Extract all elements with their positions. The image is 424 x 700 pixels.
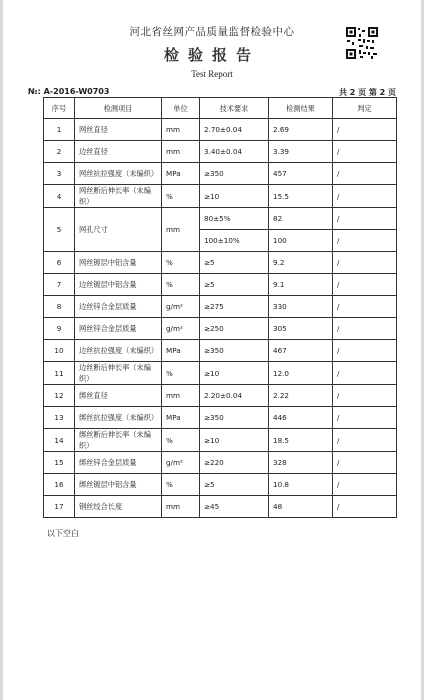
report-title: 检验报告 (163, 46, 260, 64)
cell-result: 15.5 (269, 185, 333, 208)
cell-result: 12.0 (269, 362, 333, 385)
cell-requirement: 100±10% (200, 230, 269, 252)
cell-result: 100 (269, 230, 333, 252)
cell-requirement: ≥10 (200, 429, 269, 452)
cell-requirement: ≥350 (200, 407, 269, 429)
cell-verdict: / (333, 318, 397, 340)
cell-verdict: / (333, 362, 397, 385)
cell-unit: mm (162, 208, 200, 252)
cell-unit: g/m² (162, 296, 200, 318)
header-unit: 单位 (162, 98, 200, 119)
table-row (44, 119, 397, 141)
cell-requirement: 3.40±0.04 (200, 141, 269, 163)
table-row (44, 340, 397, 362)
cell-no: 3 (44, 163, 75, 185)
table-row (44, 474, 397, 496)
cell-unit: g/m² (162, 318, 200, 340)
cell-unit: mm (162, 496, 200, 518)
cell-no: 14 (44, 429, 75, 452)
cell-item: 绑丝直径 (75, 385, 162, 407)
cell-requirement: 2.20±0.04 (200, 385, 269, 407)
cell-verdict: / (333, 274, 397, 296)
cell-item: 边丝直径 (75, 141, 162, 163)
cell-no: 2 (44, 141, 75, 163)
cell-requirement: 80±5% (200, 208, 269, 230)
cell-result: 328 (269, 452, 333, 474)
header-requirement: 技术要求 (200, 98, 269, 119)
cell-verdict: / (333, 340, 397, 362)
table-row (44, 385, 397, 407)
cell-no: 1 (44, 119, 75, 141)
organization-name: 河北省丝网产品质量监督检验中心 (129, 26, 295, 38)
cell-result: 82 (269, 208, 333, 230)
cell-verdict: / (333, 385, 397, 407)
cell-item: 钢丝绞合长度 (75, 496, 162, 518)
cell-result: 3.39 (269, 141, 333, 163)
cell-unit: mm (162, 141, 200, 163)
cell-no: 11 (44, 362, 75, 385)
cell-unit: MPa (162, 340, 200, 362)
table-row (44, 208, 397, 230)
cell-result: 446 (269, 407, 333, 429)
cell-item: 网丝镀层中铝含量 (75, 252, 162, 274)
cell-unit: MPa (162, 407, 200, 429)
cell-no: 9 (44, 318, 75, 340)
cell-requirement: ≥10 (200, 185, 269, 208)
cell-result: 48 (269, 496, 333, 518)
cell-verdict: / (333, 119, 397, 141)
cell-result: 305 (269, 318, 333, 340)
cell-unit: mm (162, 385, 200, 407)
cell-no: 16 (44, 474, 75, 496)
cell-requirement: ≥250 (200, 318, 269, 340)
table-row (44, 496, 397, 518)
cell-requirement: ≥5 (200, 252, 269, 274)
table-row (44, 296, 397, 318)
cell-item: 网孔尺寸 (75, 208, 162, 252)
cell-no: 17 (44, 496, 75, 518)
header-no: 序号 (44, 98, 75, 119)
cell-verdict: / (333, 429, 397, 452)
cell-verdict: / (333, 208, 397, 230)
table-row (44, 452, 397, 474)
cell-verdict: / (333, 185, 397, 208)
cell-verdict: / (333, 296, 397, 318)
table-row (44, 429, 397, 452)
table-row (44, 141, 397, 163)
cell-result: 9.2 (269, 252, 333, 274)
cell-verdict: / (333, 141, 397, 163)
cell-verdict: / (333, 496, 397, 518)
cell-item: 绑丝抗拉强度（未编织） (75, 407, 162, 429)
header-item: 检测项目 (75, 98, 162, 119)
cell-result: 9.1 (269, 274, 333, 296)
cell-result: 2.22 (269, 385, 333, 407)
cell-item: 网丝锌合金层质量 (75, 318, 162, 340)
cell-item: 网丝断后伸长率（未编织） (75, 185, 162, 208)
cell-unit: g/m² (162, 452, 200, 474)
blank-below-note: 以下空白 (47, 529, 79, 538)
cell-no: 8 (44, 296, 75, 318)
cell-item: 边丝抗拉强度（未编织） (75, 340, 162, 362)
table-row (44, 185, 397, 208)
cell-unit: mm (162, 119, 200, 141)
table-row (44, 274, 397, 296)
test-results-table (43, 97, 397, 518)
cell-item: 网丝直径 (75, 119, 162, 141)
cell-item: 边丝断后伸长率（未编织） (75, 362, 162, 385)
header-verdict: 判定 (333, 98, 397, 119)
cell-no: 6 (44, 252, 75, 274)
header-result: 检测结果 (269, 98, 333, 119)
cell-no: 12 (44, 385, 75, 407)
cell-unit: % (162, 429, 200, 452)
page-info: 共 2 页 第 2 页 (338, 88, 396, 97)
scan-edge-left (0, 0, 3, 700)
cell-no: 4 (44, 185, 75, 208)
cell-no: 10 (44, 340, 75, 362)
cell-unit: MPa (162, 163, 200, 185)
table-row (44, 318, 397, 340)
cell-item: 绑丝断后伸长率（未编织） (75, 429, 162, 452)
cell-item: 网丝抗拉强度（未编织） (75, 163, 162, 185)
cell-requirement: 2.70±0.04 (200, 119, 269, 141)
cell-requirement: ≥220 (200, 452, 269, 474)
cell-unit: % (162, 362, 200, 385)
cell-requirement: ≥45 (200, 496, 269, 518)
report-number: №: A-2016-W0703 (28, 87, 110, 96)
cell-item: 绑丝镀层中铝含量 (75, 474, 162, 496)
cell-requirement: ≥5 (200, 274, 269, 296)
cell-verdict: / (333, 252, 397, 274)
cell-result: 467 (269, 340, 333, 362)
cell-verdict: / (333, 230, 397, 252)
cell-verdict: / (333, 407, 397, 429)
cell-item: 边丝锌合金层质量 (75, 296, 162, 318)
table-row (44, 362, 397, 385)
table-row (44, 407, 397, 429)
cell-item: 边丝镀层中铝含量 (75, 274, 162, 296)
cell-no: 5 (44, 208, 75, 252)
cell-requirement: ≥275 (200, 296, 269, 318)
cell-result: 10.8 (269, 474, 333, 496)
cell-verdict: / (333, 163, 397, 185)
cell-unit: % (162, 474, 200, 496)
cell-requirement: ≥350 (200, 340, 269, 362)
cell-no: 15 (44, 452, 75, 474)
cell-verdict: / (333, 452, 397, 474)
cell-result: 457 (269, 163, 333, 185)
cell-result: 330 (269, 296, 333, 318)
table-row (44, 163, 397, 185)
cell-item: 绑丝锌合金层质量 (75, 452, 162, 474)
cell-requirement: ≥5 (200, 474, 269, 496)
cell-verdict: / (333, 474, 397, 496)
table-header-row (44, 98, 397, 119)
cell-unit: % (162, 274, 200, 296)
cell-requirement: ≥10 (200, 362, 269, 385)
cell-no: 7 (44, 274, 75, 296)
cell-no: 13 (44, 407, 75, 429)
cell-requirement: ≥350 (200, 163, 269, 185)
cell-unit: % (162, 185, 200, 208)
report-subtitle: Test Report (191, 69, 233, 79)
cell-unit: % (162, 252, 200, 274)
table-row (44, 252, 397, 274)
cell-result: 2.69 (269, 119, 333, 141)
cell-result: 18.5 (269, 429, 333, 452)
